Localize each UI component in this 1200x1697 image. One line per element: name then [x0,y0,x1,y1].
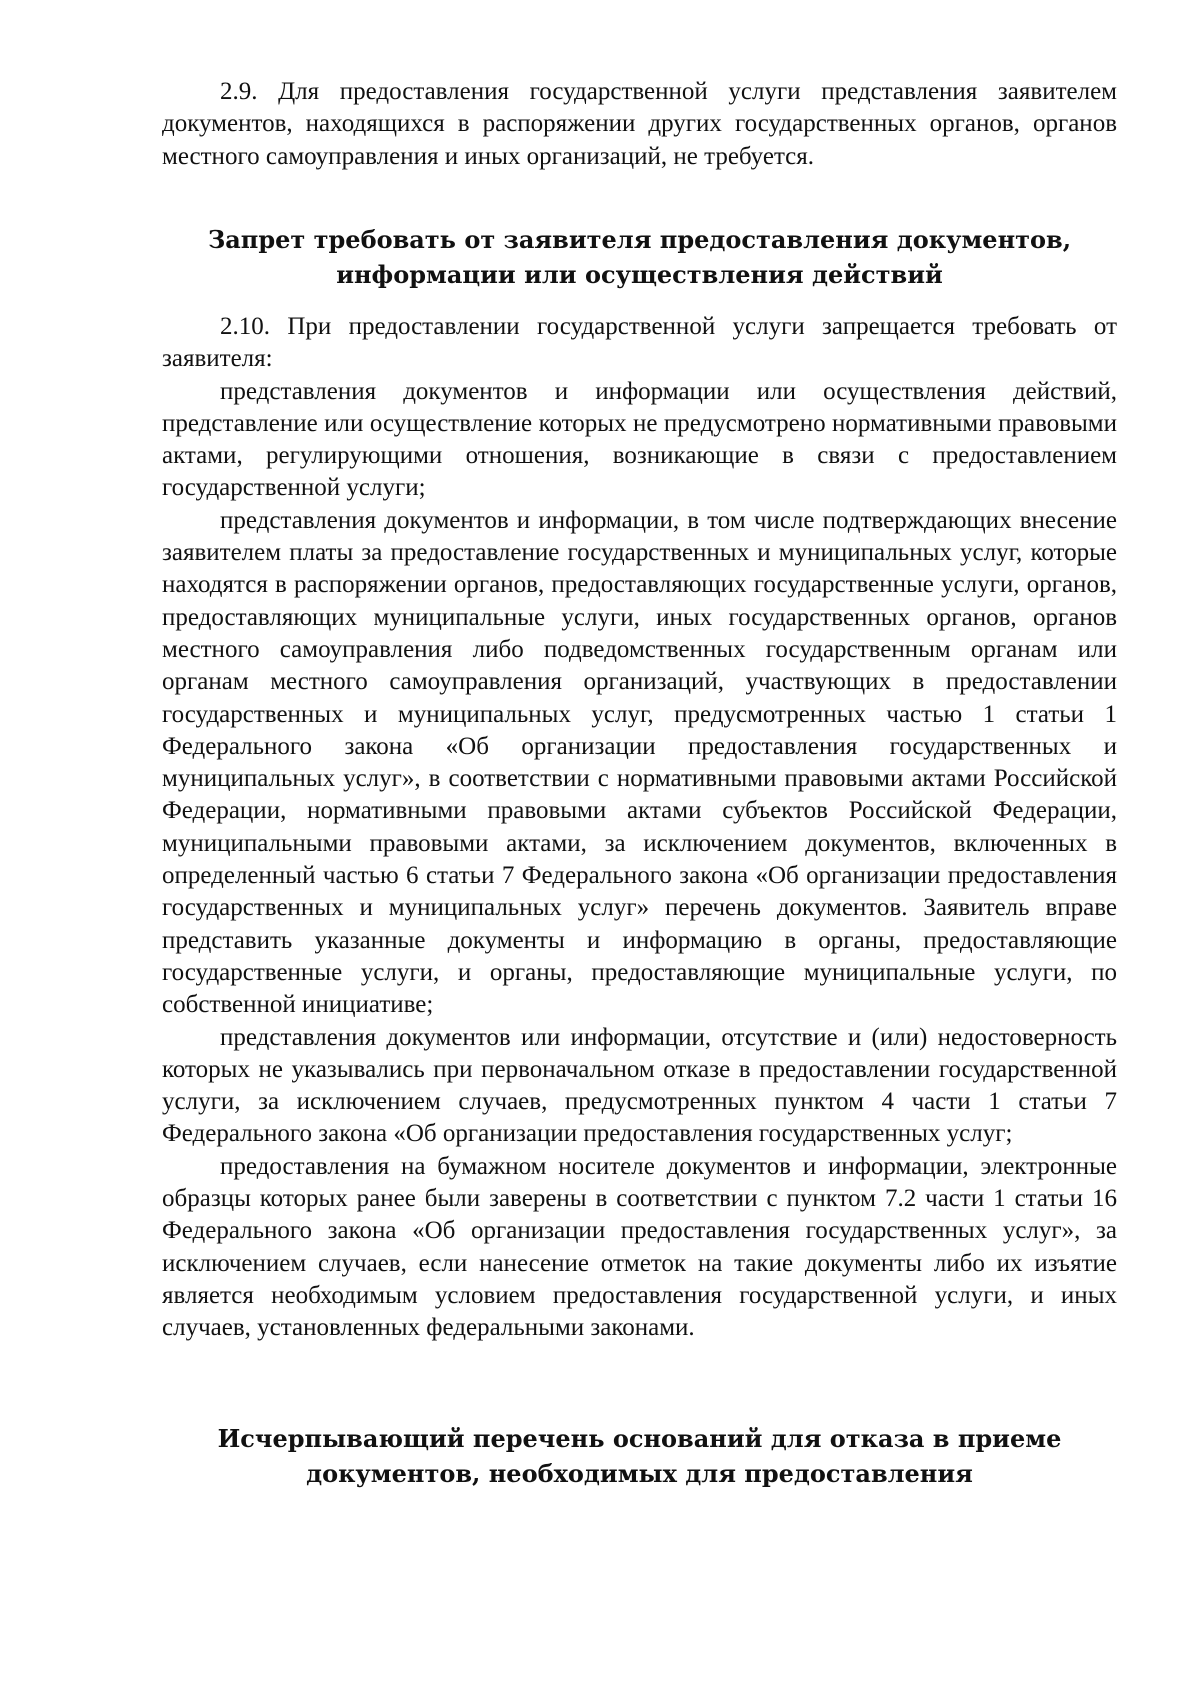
list-item: представления документов или информации, отсутствие и (или) недостоверность которых не указывались при первоначальном отказе в предоставлении государственной услуги, за исключением случаев, предусмотренных пунктом 4 части 1 статьи 7 Федерального закона «Об организации предоставления государственных услуг; [162,1023,1117,1148]
heading-line: Запрет требовать от заявителя предоставления документов, [207,225,1072,254]
paragraph-2-9: 2.9. Для предоставления государственной услуги представления заявителем документов, находящихся в распоряжении других государственных органов, органов местного самоуправления и иных организаций, не требуется. [162,78,1117,170]
list-item: представления документов и информации или осуществления действий, представление или осуществление которых не предусмотрено нормативными правовыми актами, регулирующими отношения, возникающие в связи с предоставлением государственной услуги; [162,377,1117,502]
heading-line: информации или осуществления действий [336,260,943,289]
section-heading-prohibition [162,222,1117,292]
heading-line: документов, необходимых для предоставления [306,1459,973,1488]
list-item: предоставления на бумажном носителе документов и информации, электронные образцы которых ранее были заверены в соответствии с пунктом 7.2 части 1 статьи 16 Федерального закона «Об организации предоставления государственных услуг», за исключением случаев, если нанесение отметок на такие документы либо их изъятие является необходимым условием предоставления государственной услуги, и иных случаев, установленных федеральными законами. [162,1152,1117,1342]
list-item: представления документов и информации, в том числе подтверждающих внесение заявителем платы за предоставление государственных и муниципальных услуг, которые находятся в распоряжении органов, предоставляющих государственные услуги, органов, предоставляющих муниципальные услуги, иных государственных органов, органов местного самоуправления либо подведомственных государственным органам или органам местного самоуправления организаций, участвующих в предоставлении государственных и муниципальных услуг, предусмотренных частью 1 статьи 1 Федерального закона «Об организации предоставления государственных и муниципальных услуг», в соответствии с нормативными правовыми актами Российской Федерации, нормативными правовыми актами субъектов Российской Федерации, муниципальными правовыми актами, за исключением документов, включенных в определенный частью 6 статьи 7 Федерального закона «Об организации предоставления государственных и муниципальных услуг» перечень документов. Заявитель вправе представить указанные документы и информацию в органы, предоставляющие государственные услуги, и органы, предоставляющие муниципальные услуги, по собственной инициативе; [162,506,1117,1019]
section-2-10 [162,311,1117,1345]
section-heading-refusal-grounds [162,1421,1117,1491]
paragraph-2-10: 2.10. При предоставлении государственной услуги запрещается требовать от заявителя: [162,313,1117,373]
section-2-9 [162,76,1117,173]
heading-line: Исчерпывающий перечень оснований для отказа в приеме [217,1424,1062,1453]
